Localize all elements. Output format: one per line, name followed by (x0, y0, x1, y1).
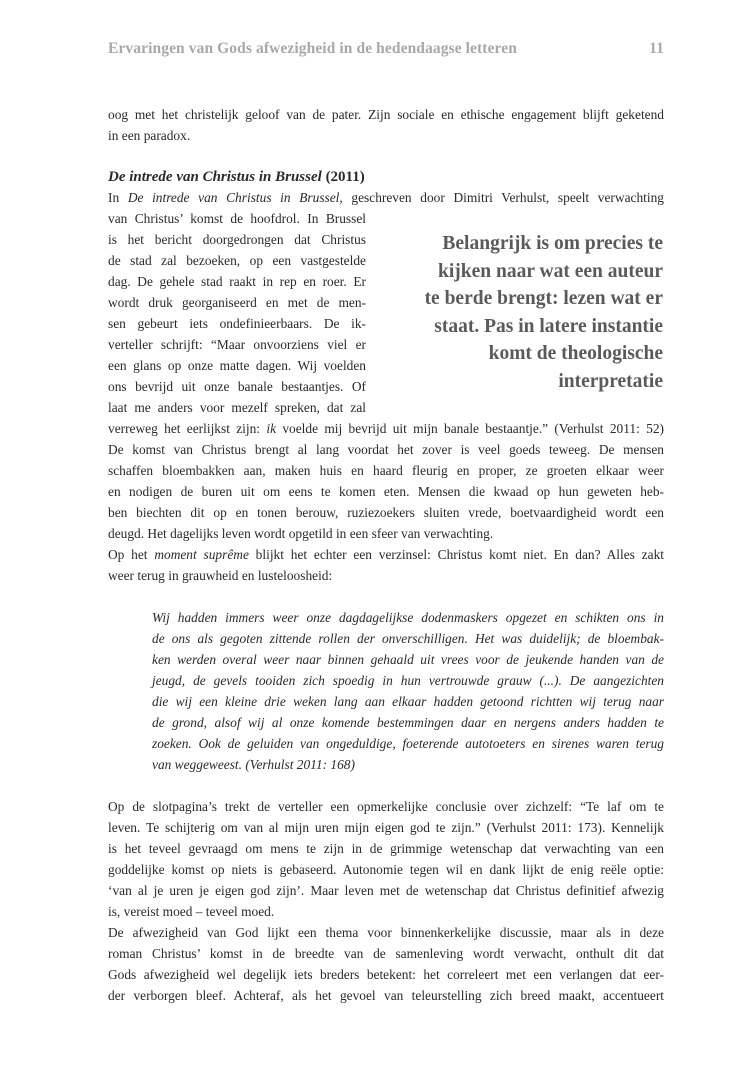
body-line: sen gebeurt iets ondefinieerbaars. De ik- (108, 316, 366, 331)
body-line: verteller schrijft: “Maar onvoorziens viel er (108, 337, 366, 352)
body-line: en nodigen de buren uit om eens te komen eten. Mensen die kwaad op hun geweten heb- (108, 484, 664, 499)
body-line: wordt druk georganiseerd en met de men- (108, 295, 366, 310)
pull-quote-line: kijken naar wat een auteur (438, 260, 663, 282)
body-line: is, vereist moed – teveel moed. (108, 904, 275, 919)
body-line: dag. De gehele stad raakt in rep en roer. Er (108, 274, 366, 289)
body-line: deugd. Het dagelijks leven wordt opgetild in een sfeer van verwachting. (108, 526, 494, 541)
body-line: Op de slotpagina’s trekt de verteller een opmerkelijke conclusie over zichzelf: “Te laf om te (108, 799, 664, 814)
body-line: laat me anders voor mezelf spreken, dat zal (108, 400, 366, 415)
body-line: Op het moment suprême blijkt het echter een verzinsel: Christus komt niet. En dan? Alles zakt (108, 547, 664, 562)
body-line: weer terug in grauwheid en lusteloosheid: (108, 568, 333, 583)
body-line: een glans op onze matte dagen. Wij voelden (108, 358, 366, 373)
body-line: ‘van al je uren je eigen god zijn’. Maar leven met de wetenschap dat Christus definitief afwezig (108, 883, 664, 898)
body-line: ben biechten dit op en tonen berouw, ruziezoekers sluiten vrede, boetvaardigheid wordt een (108, 505, 664, 520)
body-line: verreweg het eerlijkst zijn: ik voelde mij bevrijd uit mijn banale bestaantje.” (Verhulst 2011: 52) (108, 421, 664, 436)
pull-quote-line: komt de theologische (488, 343, 663, 364)
body-line: De komst van Christus brengt al lang voordat het zover is veel goeds teweeg. De mensen (108, 442, 664, 457)
pull-quote-line: interpretatie (558, 370, 663, 392)
body-line: de stad zal bezoeken, op een vastgestelde (108, 253, 366, 268)
block-quote-line: ken werden overal weer naar binnen gehaald uit vrees voor de jeukende handen van de (152, 652, 664, 667)
block-quote-line: die wij een kleine drie weken lang aan elkaar hadden getoond richtten wij terug naar (152, 694, 664, 709)
body-line: der verborgen bleef. Achteraf, als het gevoel van teleurstelling zich breed maakt, accentueert (108, 988, 664, 1003)
section-heading-title: De intrede van Christus in Brussel (108, 169, 322, 185)
block-quote-line: jeugd, de gevels tooiden zich spoedig in hun vertrouwde grauw (...). De aangezichten (152, 673, 664, 688)
section-heading (108, 166, 365, 188)
body-line: Gods afwezigheid wel degelijk iets breders betekent: het correleert met een verlangen dat eer- (108, 967, 664, 982)
section-heading-year: (2011) (325, 169, 365, 185)
body-line: in een paradox. (108, 128, 191, 143)
pull-quote-line: te berde brengt: lezen wat er (424, 288, 663, 309)
block-quote-line: Wij hadden immers weer onze dagdagelijkse dodenmaskers opgezet en schikten ons in (152, 610, 664, 625)
block-quote-line: van weggeweest. (Verhulst 2011: 168) (152, 757, 355, 772)
body-line: van Christus’ komst de hoofdrol. In Brussel (108, 211, 366, 226)
body-line: schaffen bloembakken aan, maken huis en haard fleurig en proper, ze groeten elkaar weer (108, 463, 664, 478)
body-line: roman Christus’ komst in de breedte van de samenleving wordt verwacht, onthult dit dat (108, 946, 664, 961)
pull-quote (395, 230, 663, 395)
body-line: is het teveel gevraagd om mens te zijn in de grimmige wetenschap dat verwachting van een (108, 841, 664, 856)
block-quote-line: de ons als gegoten zittende rollen der onverschilligen. Het was duidelijk; de bloembak- (152, 631, 664, 646)
running-title: Ervaringen van Gods afwezigheid in de hedendaagse letteren (108, 40, 517, 57)
body-line: oog met het christelijk geloof van de pater. Zijn sociale en ethische engagement blijft geketend (108, 107, 664, 122)
running-head (108, 40, 664, 64)
book-title: De intrede van Christus in Brussel (127, 190, 340, 205)
pull-quote-line: staat. Pas in latere instantie (434, 315, 663, 337)
block-quote-line: zoeken. Ook de geluiden van ongeduldige, foeterende autotoeters en sirenes waren terug (152, 736, 664, 751)
body-line: De afwezigheid van God lijkt een thema voor binnenkerkelijke discussie, maar als in deze (108, 925, 664, 940)
body-line: goddelijke komst op niets is gebaseerd. Autonomie tegen wil en dank lijkt de enig reële optie: (108, 862, 664, 877)
page-number: 11 (649, 40, 664, 57)
body-line: ons bevrijd uit onze banale bestaantjes. Of (108, 379, 366, 394)
body-line: is het bericht doorgedrongen dat Christus (108, 232, 366, 247)
body-line: leven. Te schijterig om van al mijn uren mijn eigen god te zijn.” (Verhulst 2011: 173). Kennelijk (108, 820, 664, 835)
block-quote-line: de grond, alsof wij al onze komende bestemmingen daar en nergens anders hadden te (152, 715, 664, 730)
body-line: In De intrede van Christus in Brussel, geschreven door Dimitri Verhulst, speelt verwachting (108, 190, 664, 205)
pull-quote-line: Belangrijk is om precies te (442, 233, 663, 254)
